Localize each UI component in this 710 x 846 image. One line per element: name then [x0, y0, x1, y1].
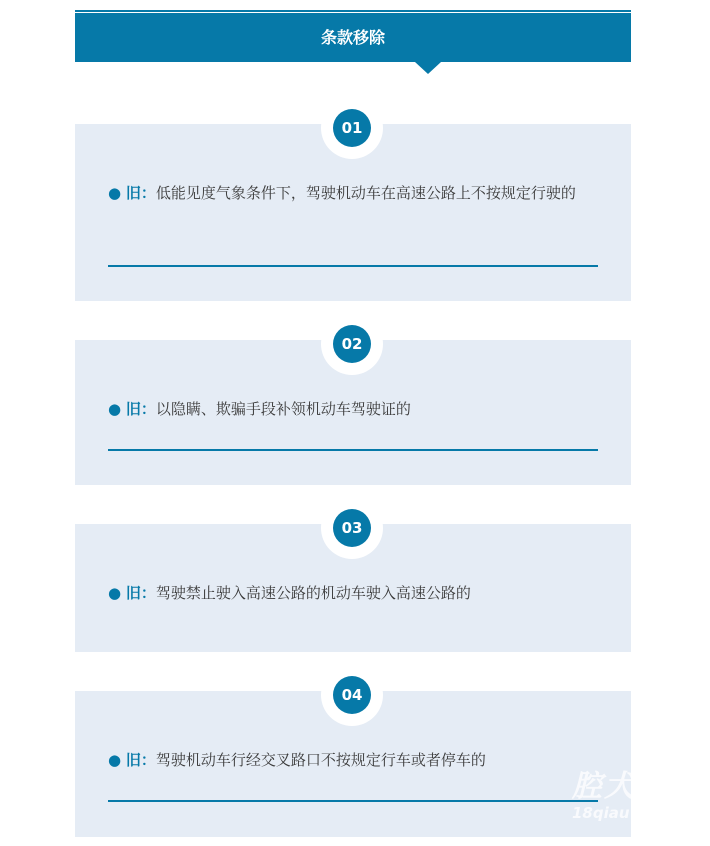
clause-body: 驾驶禁止驶入高速公路的机动车驶入高速公路的: [155, 584, 471, 602]
header-pointer: [415, 62, 441, 74]
clause-text: [108, 578, 600, 609]
watermark-subtext: 18qiau: [572, 804, 630, 822]
bullet-icon: ●: [108, 584, 122, 602]
divider-line: [108, 800, 598, 802]
item-number-badge: 03: [333, 509, 371, 547]
section-header: [75, 10, 631, 62]
watermark-text: 腔犬: [572, 769, 636, 804]
item-number-badge: 02: [333, 325, 371, 363]
divider-line: [108, 265, 598, 267]
divider-line: [108, 449, 598, 451]
clause-text: [108, 745, 600, 776]
bullet-icon: ●: [108, 400, 122, 418]
bullet-icon: ●: [108, 184, 122, 202]
bullet-icon: ●: [108, 751, 122, 769]
badge-ring-02: [321, 313, 383, 375]
item-number-badge: 01: [333, 109, 371, 147]
old-label: 旧：: [125, 584, 156, 602]
clause-text: [108, 178, 600, 209]
clause-body: 以隐瞒、欺骗手段补领机动车驾驶证的: [155, 400, 411, 418]
badge-ring-01: [321, 97, 383, 159]
old-label: 旧：: [125, 184, 156, 202]
clause-body: 低能见度气象条件下，驾驶机动车在高速公路上不按规定行驶的: [155, 184, 576, 202]
badge-ring-04: [321, 664, 383, 726]
clause-text: [108, 394, 600, 425]
badge-ring-03: [321, 497, 383, 559]
section-title: 条款移除: [320, 28, 385, 47]
clause-body: 驾驶机动车行经交叉路口不按规定行车或者停车的: [155, 751, 486, 769]
watermark-logo: [572, 770, 652, 840]
old-label: 旧：: [125, 400, 156, 418]
old-label: 旧：: [125, 751, 156, 769]
item-number-badge: 04: [333, 676, 371, 714]
